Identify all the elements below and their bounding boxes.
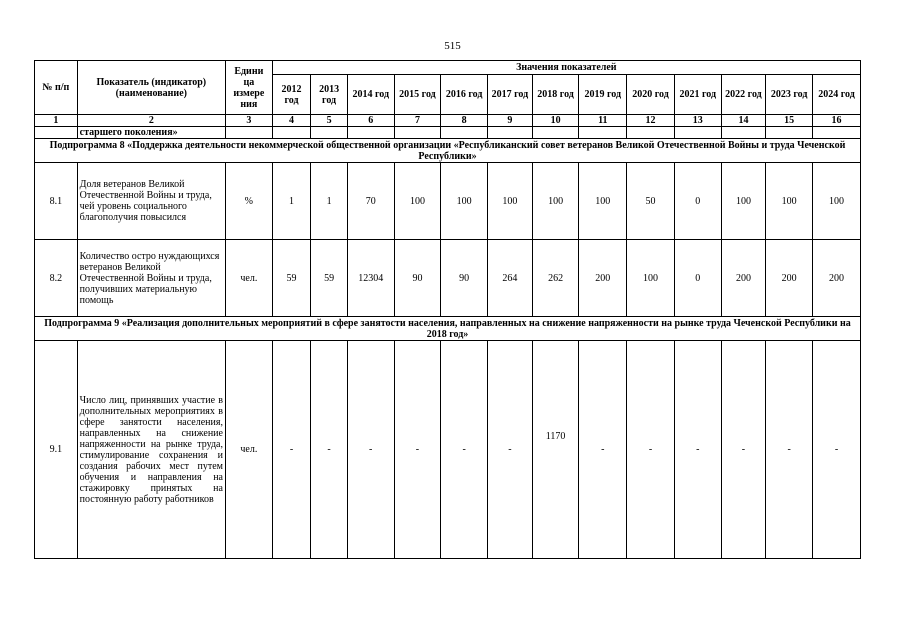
- value-cell: 0: [674, 163, 721, 240]
- value-cell: -: [674, 341, 721, 559]
- value-cell: 50: [627, 163, 675, 240]
- header-year: 2014 год: [347, 75, 394, 115]
- value-cell: 100: [579, 163, 627, 240]
- value-cell: 0: [674, 240, 721, 317]
- indicator-name: Число лиц, принявших участие в дополнительных мероприятиях в сфере занятости населения, направленных на снижение напряженности на рынке труда, стимулирование сохранения и создания рабочих мест путем обучения и направления на стажировку принятых на постоянную работу работников: [77, 341, 225, 559]
- value-cell: -: [311, 341, 348, 559]
- value-cell: 100: [766, 163, 813, 240]
- unit: чел.: [225, 341, 272, 559]
- page-number: 515: [444, 40, 461, 52]
- value-cell: 1170: [532, 341, 579, 559]
- header-year: 2017 год: [488, 75, 533, 115]
- table-row: [35, 341, 861, 559]
- header-values-title: Значения показателей: [272, 61, 860, 75]
- value-cell: -: [488, 341, 533, 559]
- value-cell: 100: [488, 163, 533, 240]
- column-index: 8: [441, 115, 488, 127]
- continuation-text: старшего поколения»: [77, 127, 225, 139]
- column-index: 7: [394, 115, 441, 127]
- indicator-name: Доля ветеранов Великой Отечественной Войны и труда, чей уровень социального благополучия повысился: [77, 163, 225, 240]
- row-number: 8.1: [35, 163, 78, 240]
- column-index: 6: [347, 115, 394, 127]
- column-index: 16: [813, 115, 861, 127]
- value-cell: 262: [532, 240, 579, 317]
- value-cell: 200: [766, 240, 813, 317]
- value-cell: -: [766, 341, 813, 559]
- column-index-row: [35, 115, 861, 127]
- header-year: 2018 год: [532, 75, 579, 115]
- header-year: 2020 год: [627, 75, 675, 115]
- value-cell: 59: [311, 240, 348, 317]
- value-cell: 90: [441, 240, 488, 317]
- column-index: 5: [311, 115, 348, 127]
- header-year: 2021 год: [674, 75, 721, 115]
- header-year: 2019 год: [579, 75, 627, 115]
- value-cell: 1: [272, 163, 311, 240]
- unit: чел.: [225, 240, 272, 317]
- header-year: 2013 год: [311, 75, 348, 115]
- value-cell: 100: [441, 163, 488, 240]
- value-cell: 100: [394, 163, 441, 240]
- value-cell: -: [627, 341, 675, 559]
- column-index: 3: [225, 115, 272, 127]
- column-index: 9: [488, 115, 533, 127]
- column-index: 15: [766, 115, 813, 127]
- value-cell: 1: [311, 163, 348, 240]
- value-cell: -: [441, 341, 488, 559]
- header-year: 2016 год: [441, 75, 488, 115]
- column-index: 1: [35, 115, 78, 127]
- header-year: 2015 год: [394, 75, 441, 115]
- table-row: [35, 163, 861, 240]
- value-cell: 100: [721, 163, 766, 240]
- row-number: 8.2: [35, 240, 78, 317]
- column-index: 13: [674, 115, 721, 127]
- column-index: 10: [532, 115, 579, 127]
- header-unit: Едини ца измере ния: [225, 61, 272, 115]
- table-row: [35, 240, 861, 317]
- value-cell: 200: [813, 240, 861, 317]
- subprogram-9-title: Подпрограмма 9 «Реализация дополнительных мероприятий в сфере занятости населения, направленных на снижение напряженности на рынке труда Чеченской Республики на 2018 год»: [35, 317, 861, 341]
- value-cell: -: [272, 341, 311, 559]
- column-index: 4: [272, 115, 311, 127]
- header-num: № п/п: [35, 61, 78, 115]
- column-index: 12: [627, 115, 675, 127]
- column-index: 2: [77, 115, 225, 127]
- value-cell: 200: [579, 240, 627, 317]
- header-year: 2023 год: [766, 75, 813, 115]
- value-cell: 59: [272, 240, 311, 317]
- value-cell: -: [813, 341, 861, 559]
- column-index: 14: [721, 115, 766, 127]
- value-cell: 100: [813, 163, 861, 240]
- value-cell: 200: [721, 240, 766, 317]
- row-number: 9.1: [35, 341, 78, 559]
- value-cell: 12304: [347, 240, 394, 317]
- value-cell: 264: [488, 240, 533, 317]
- subprogram-8-title: Подпрограмма 8 «Поддержка деятельности некоммерческой общественной организации «Республиканский совет ветеранов Великой Отечественной Войны и труда Чеченской Республики»: [35, 139, 861, 163]
- header-year: 2012 год: [272, 75, 311, 115]
- value-cell: -: [721, 341, 766, 559]
- value-cell: -: [579, 341, 627, 559]
- indicators-table: [34, 60, 861, 559]
- value-cell: 90: [394, 240, 441, 317]
- value-cell: -: [394, 341, 441, 559]
- header-year: 2024 год: [813, 75, 861, 115]
- header-indicator: Показатель (индикатор) (наименование): [77, 61, 225, 115]
- value-cell: 100: [627, 240, 675, 317]
- continuation-row: [35, 127, 861, 139]
- unit: %: [225, 163, 272, 240]
- value-cell: 100: [532, 163, 579, 240]
- indicator-name: Количество остро нуждающихся ветеранов Великой Отечественной Войны и труда, получивших материальную помощь: [77, 240, 225, 317]
- value-cell: 70: [347, 163, 394, 240]
- value-cell: -: [347, 341, 394, 559]
- header-year: 2022 год: [721, 75, 766, 115]
- column-index: 11: [579, 115, 627, 127]
